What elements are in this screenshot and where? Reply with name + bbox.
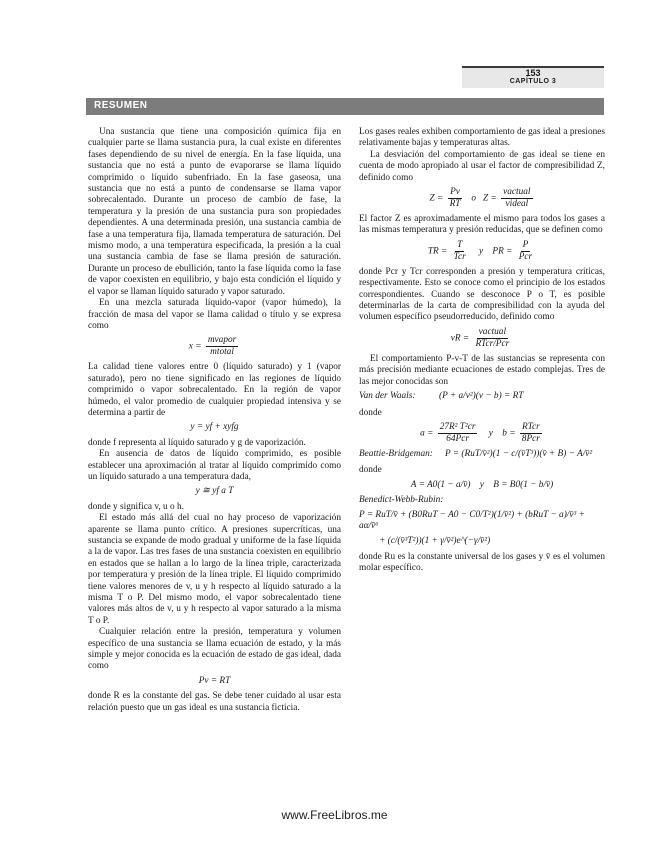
equation-ideal-gas: Pv = RT: [198, 675, 231, 686]
paragraph: El comportamiento P-v-T de las sustancias se representa con más precisión mediante ecuaciones de estado complejas. Tres de las mejor conocidas son: [359, 353, 605, 387]
equation-quality: x = $\frac{\text{mvapor}}{\text{mtotal}}$: [188, 335, 237, 358]
paragraph: La desviación del comportamiento de gas ideal se tiene en cuenta de modo apropiado al usar el factor de compresibilidad Z, definido como: [359, 149, 605, 183]
paragraph: donde: [359, 407, 382, 418]
section-band: [86, 98, 604, 115]
beattie-bridgeman-row: Beattie-Bridgeman: P = (RuT/v̄²)(1 − c/(v̄T³))(v̄ + B) − A/v̄²: [359, 448, 593, 459]
paragraph: donde R es la constante del gas. Se debe tener cuidado al usar esta relación puesto que un gas ideal es una sustancia ficticia.: [88, 691, 341, 713]
section-title: RESUMEN: [94, 100, 148, 111]
equation-bb-constants: A = A0(1 − a/v̄) y B = B0(1 − b/v̄): [410, 479, 554, 490]
paragraph: donde: [359, 465, 382, 476]
paragraph: donde Pcr y Tcr corresponden a presión y temperatura críticas, respectivamente. Esto se conoce como el principio de los estados correspondientes. Cuando se desconoce P o T, es posible determinarlas de la carta de compresibilidad con la ayuda del volumen específico pseudorreducido, definido como: [359, 266, 605, 323]
paragraph: Una sustancia que tiene una composición química fija en cualquier parte se llama sustancia pura, la cual existe en diferentes fases dependiendo de su nivel de energía. En la fase líquida, una sustancia que no está a punto de evaporarse se llama líquido comprimido o líquido subenfriado. En la fase gaseosa, una sustancia que no está a punto de condensarse se llama vapor sobrecalentado. Durante un proceso de cambio de fase, la temperatura y la presión de una sustancia pura son propiedades dependientes. A una determinada presión, una sustancia cambia de fase a una temperatura fija, llamada temperatura de saturación. Del mismo modo, a una temperatura especificada, la presión a la cual una sustancia cambia de fase se llama presión de saturación. Durante un proceso de ebullición, tanto la fase líquida como la fase de vapor coexisten en equilibrio, y bajo esta condición el líquido y el vapor se llaman líquido saturado y vapor saturado.: [88, 127, 341, 297]
equation-bwr-line1: P = RuT/v̄ + (B0RuT − A0 − C0/T²)(1/v̄²) + (bRuT − a)/v̄³ + aα/v̄⁶: [359, 509, 585, 531]
right-column: [359, 127, 605, 575]
equation-bwr-line2: + (c/(v̄³T²))(1 + γ/v̄²)e^(−γ/v̄²): [379, 536, 491, 547]
paragraph: La calidad tiene valores entre 0 (líquido saturado) y 1 (vapor saturado), pero no tiene significado en las regiones de líquido comprimido o vapor sobrecalentado. En la región de vapor húmedo, el valor promedio de cualquier propiedad intensiva y se determina a partir de: [88, 362, 341, 418]
equation-pseudo-reduced: vR = $\frac{\text{vactual}}{\text{RTcr/Pcr}}$: [450, 326, 510, 349]
paragraph: Cualquier relación entre la presión, temperatura y volumen específico de una sustancia se llama ecuación de estado, y la más simple y mejor conocida es la ecuación de estado de gas ideal, dada como: [88, 627, 341, 672]
equation-average: y = yf + xyfg: [190, 422, 239, 433]
page-number: 153: [525, 68, 541, 78]
paragraph: donde Ru es la constante universal de los gases y v̄ es el volumen molar específico.: [359, 551, 605, 574]
paragraph: El estado más allá del cual no hay proceso de vaporización aparente se llama punto crítico. A presiones supercríticas, una sustancia se expande de modo gradual y uniforme de la fase líquida a la de vapor. Las tres fases de una sustancia coexisten en equilibrio en estados que se hallan a lo largo de la línea triple, caracterizada por temperatura y presión de la línea triple. El líquido comprimido tiene valores menores de v, u y h respecto al líquido saturado a la misma T o P. Del mismo modo, el vapor sobrecalentado tiene valores más altos de v, u y h respecto al vapor saturado a la misma T o P.: [88, 513, 341, 626]
footer-watermark: www.FreeLibros.me: [281, 808, 388, 822]
paragraph: donde y significa v, u o h.: [88, 501, 184, 512]
page-header: [462, 66, 604, 88]
chapter-label: CAPÍTULO 3: [509, 78, 557, 85]
paragraph: El factor Z es aproximadamente el mismo para todos los gases a las mismas temperatura y presión reducidas, que se definen como: [359, 214, 605, 236]
van-der-waals-row: Van der Waals: (P + a/v²)(v − b) = RT: [359, 391, 524, 402]
paragraph: Los gases reales exhiben comportamiento de gas ideal a presiones relativamente bajas y temperaturas altas.: [359, 127, 605, 149]
paragraph: donde f representa al líquido saturado y g de vaporización.: [88, 437, 306, 448]
paragraph: En ausencia de datos de líquido comprimido, es posible establecer una aproximación al tratar al líquido comprimido como un líquido saturado a una temperatura dada,: [88, 449, 341, 482]
equation-compressibility: Z = $\frac{Pv}{RT}$ o Z = $\frac{\text{vactual}}{\text{videal}}$: [429, 187, 531, 210]
bwr-label: Benedict-Webb-Rubin:: [359, 495, 444, 506]
paragraph: En una mezcla saturada líquido-vapor (vapor húmedo), la fracción de masa del vapor se llama calidad o título y se expresa como: [88, 298, 341, 331]
equation-approx: y ≅ yf a T: [195, 486, 234, 497]
equation-reduced: TR = $\frac{T}{\text{Tcr}}$ y PR = $\frac{P}{\text{Pcr}}$: [427, 239, 533, 262]
equation-vdw-constants: a = $\frac{\text{27R² T²cr}}{\text{64Pcr}}$ y b = $\frac{\text{RTcr}}{\text{8Pcr}}$: [420, 421, 540, 444]
left-column: [88, 127, 341, 714]
